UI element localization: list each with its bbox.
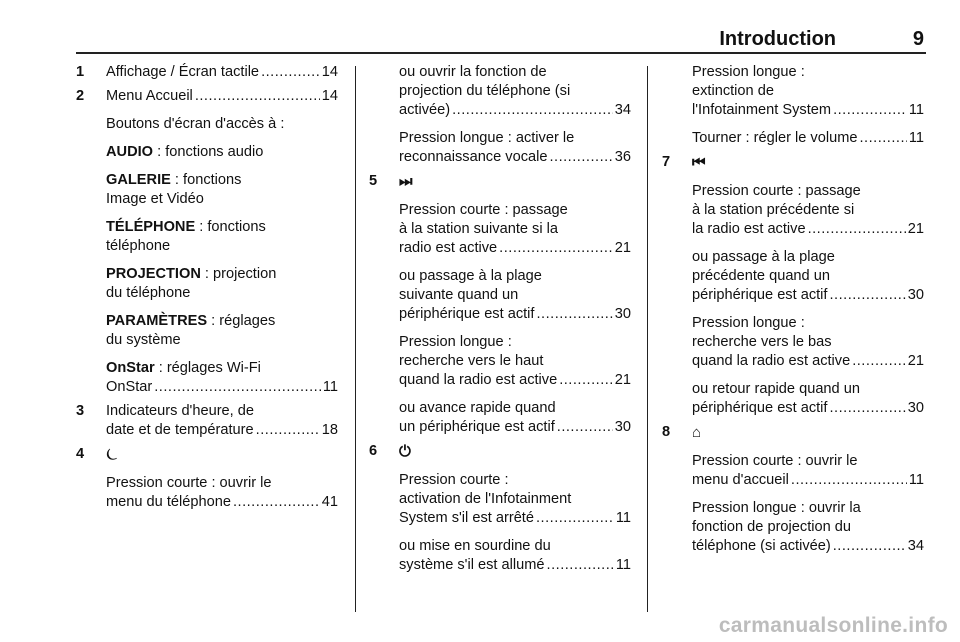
telephone-entry: TÉLÉPHONE : fonctions xyxy=(106,219,266,235)
toc-entry: téléphone (si activée) ..... 34 xyxy=(692,537,924,556)
page-title: Introduction xyxy=(719,28,836,50)
page-number: 9 xyxy=(912,28,924,50)
buttons-intro: Boutons d'écran d'accès à : xyxy=(106,116,285,132)
toc-entry: quand la radio est active ..... 21 xyxy=(399,371,631,390)
toc-entry: System s'il est arrêté ..... 11 xyxy=(399,509,631,528)
item-2: 2 Menu Accueil ..... 14 Boutons d'écran d'accès à : AUDIO : fonctions audio GALERIE : fonctions Image et Vidéo TÉLÉPHONE : fonctions téléphone PROJECTION : projection du téléphone PARAMÈTRES : réglages du système OnStar : réglages Wi-Fi OnStar ..... 11 xyxy=(76,87,338,397)
page-ref: 41 xyxy=(321,494,338,510)
page-ref: 36 xyxy=(614,149,631,165)
item-3: 3 Indicateurs d'heure, de date et de température ..... 18 xyxy=(76,402,338,440)
page-ref: 11 xyxy=(322,379,338,395)
page-ref: 21 xyxy=(614,240,631,256)
item-number: 3 xyxy=(76,403,85,419)
page-ref: 30 xyxy=(614,419,631,435)
toc-entry: menu du téléphone ..... 41 xyxy=(106,493,338,512)
item-1 xyxy=(76,63,338,82)
projection-entry: PROJECTION : projection xyxy=(106,266,277,282)
item-number: 1 xyxy=(76,64,85,80)
page-ref: 11 xyxy=(908,102,924,118)
toc-entry: OnStar ..... 11 xyxy=(106,378,338,397)
toc-entry: Affichage / Écran tactile ..... 14 xyxy=(106,63,338,82)
page-ref: 30 xyxy=(614,306,631,322)
skip-back-icon: ⏮ xyxy=(692,154,706,171)
page-ref: 30 xyxy=(907,287,924,303)
page-ref: 21 xyxy=(907,353,924,369)
item-7: 7 ⏮ Pression courte : passage à la station précédente si la radio est active ..... 21 ou passage à la plage précédente quand un périphérique est actif ..... 30 Pression longue : recherche vers le bas quand la radio est active ..... 21 ou retour rapide quand un périphérique est actif ..... 30 xyxy=(662,153,924,418)
parametres-entry: PARAMÈTRES : réglages xyxy=(106,313,276,329)
toc-entry: l'Infotainment System ..... 11 xyxy=(692,101,924,120)
power-icon: ⏻ xyxy=(399,443,411,460)
item-number: 4 xyxy=(76,446,85,462)
item-number: 8 xyxy=(662,424,671,440)
audio-entry: AUDIO : fonctions audio xyxy=(106,144,264,160)
toc-entry: menu d'accueil ..... 11 xyxy=(692,471,924,490)
toc-entry: reconnaissance vocale ..... 36 xyxy=(399,148,631,167)
page-ref: 34 xyxy=(614,102,631,118)
item-6: 6 ⏻ Pression courte : activation de l'Infotainment System s'il est arrêté ..... 11 ou mise en sourdine du système s'il est allumé ..... 11 xyxy=(369,442,631,575)
toc-entry: activée) ..... 34 xyxy=(399,101,631,120)
page-ref: 21 xyxy=(614,372,631,388)
page-ref: 21 xyxy=(907,221,924,237)
toc-entry: périphérique est actif ..... 30 xyxy=(692,286,924,305)
watermark: carmanualsonline.info xyxy=(718,614,948,637)
page-ref: 14 xyxy=(321,88,338,104)
column-2: ou ouvrir la fonction de projection du téléphone (si activée) ..... 34 Pression longue : activer le reconnaissance vocale ..... 36 5 ⏭ Pression courte : passage à la station suivante si la radio est active ..... 21 ou passage à la plage suivante quand un périphérique est actif ..... 30 Pression longue : recherche vers le haut quand la radio est active ..... 21 ou avance rapide quand un périphérique est actif ..... 30 6 ⏻ Pression courte : activation de l'Infotainment System s'il est arrêté ..... 11 ou mise en sourdine du système s'il est allumé ..... 11 xyxy=(369,63,631,575)
page-ref: 11 xyxy=(908,472,924,488)
column-1 xyxy=(76,63,338,512)
page-ref: 14 xyxy=(321,64,338,80)
toc-entry: Menu Accueil ..... 14 xyxy=(106,87,338,106)
skip-forward-icon: ⏭ xyxy=(399,173,413,190)
column-3: Pression longue : extinction de l'Infotainment System ..... 11 Tourner : régler le volume ..... 11 7 ⏮ Pression courte : passage à la station précédente si la radio est active ..... 21 ou passage à la plage précédente quand un périphérique est actif ..... 30 Pression longue : recherche vers le bas quand la radio est active ..... 21 ou retour rapide quand un périphérique est actif ..... 30 8 ⌂ Pression courte : ouvrir le menu d'accueil ..... 11 Pression longue : ouvrir la fonction de projection du téléphone (si activée) ..... 34 xyxy=(662,63,924,556)
galerie-entry: GALERIE : fonctions xyxy=(106,172,242,188)
column-divider-left xyxy=(355,66,356,612)
item-5: 5 ⏭ Pression courte : passage à la station suivante si la radio est active ..... 21 ou passage à la plage suivante quand un périphérique est actif ..... 30 Pression longue : recherche vers le haut quand la radio est active ..... 21 ou avance rapide quand un périphérique est actif ..... 30 xyxy=(369,172,631,437)
column-divider-right xyxy=(647,66,648,612)
page-ref: 11 xyxy=(908,130,924,146)
toc-entry: périphérique est actif ..... 30 xyxy=(399,305,631,324)
item-number: 2 xyxy=(76,88,85,104)
toc-entry: système s'il est allumé ..... 11 xyxy=(399,556,631,575)
item-number: 6 xyxy=(369,443,378,459)
toc-entry: périphérique est actif ..... 30 xyxy=(692,399,924,418)
item-number: 5 xyxy=(369,173,378,189)
phone-icon: ⏾ xyxy=(106,446,118,463)
page-header xyxy=(76,26,926,54)
page-ref: 11 xyxy=(615,510,631,526)
page-ref: 34 xyxy=(907,538,924,554)
toc-entry: quand la radio est active ..... 21 xyxy=(692,352,924,371)
page-ref: 30 xyxy=(907,400,924,416)
page-ref: 11 xyxy=(615,557,631,573)
item-4: 4 ⏾ Pression courte : ouvrir le menu du téléphone ..... 41 xyxy=(76,445,338,512)
toc-entry: la radio est active ..... 21 xyxy=(692,220,924,239)
item-8: 8 ⌂ Pression courte : ouvrir le menu d'accueil ..... 11 Pression longue : ouvrir la fonction de projection du téléphone (si activée) ..... 34 xyxy=(662,423,924,556)
page-ref: 18 xyxy=(321,422,338,438)
item-number: 7 xyxy=(662,154,671,170)
onstar-entry: OnStar : réglages Wi-Fi xyxy=(106,360,261,376)
toc-entry: Tourner : régler le volume ..... 11 xyxy=(692,129,924,148)
toc-entry: radio est active ..... 21 xyxy=(399,239,631,258)
toc-entry: un périphérique est actif ..... 30 xyxy=(399,418,631,437)
toc-entry: date et de température ..... 18 xyxy=(106,421,338,440)
home-icon: ⌂ xyxy=(692,424,702,441)
